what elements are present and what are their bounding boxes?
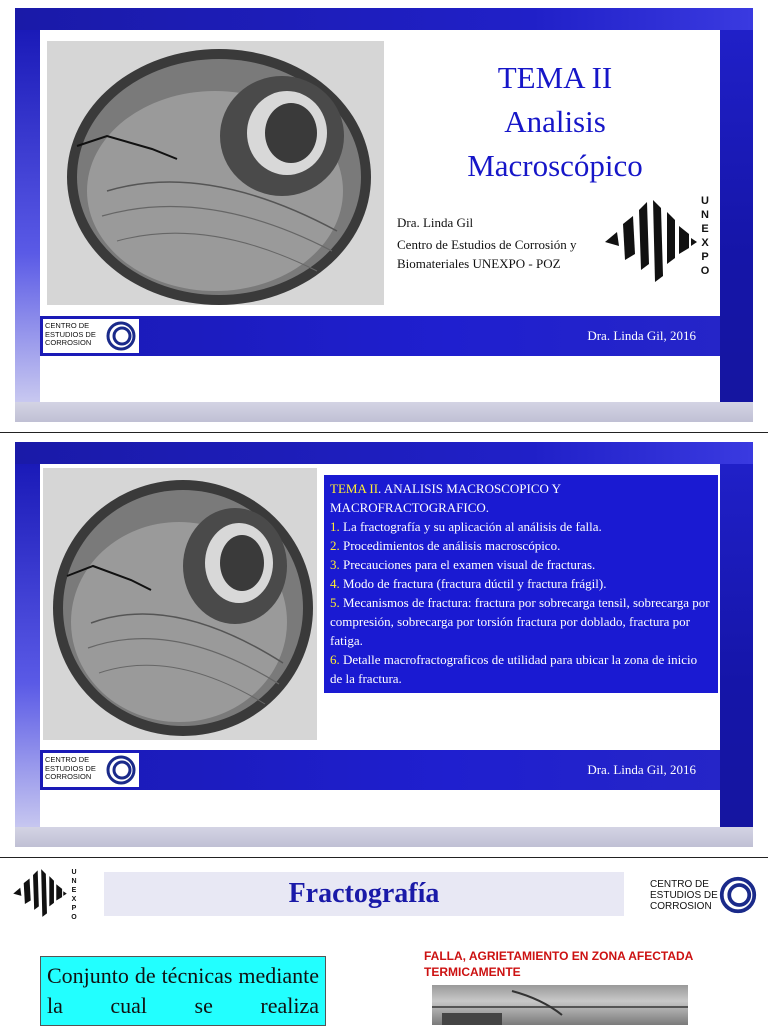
slide-2 xyxy=(15,442,753,847)
affiliation-line-1: Centro de Estudios de Corrosión y xyxy=(397,237,577,252)
cec-ring-icon xyxy=(105,321,137,351)
cec-logo xyxy=(43,319,139,353)
agenda-item: 4. Modo de fractura (fractura dúctil y fractura frágil). xyxy=(330,576,607,591)
unexpo-letters: U N E X P O xyxy=(71,869,77,921)
footer-credit: Dra. Linda Gil, 2016 xyxy=(587,328,696,343)
unexpo-letters: U N E X P O xyxy=(700,195,710,277)
fracture-surface-photo xyxy=(43,468,317,740)
definition-box: Conjunto de técnicas mediante la cual se realiza xyxy=(40,956,326,1026)
agenda-item: 2. Procedimientos de análisis macroscópico. xyxy=(330,538,561,553)
slide-top-bar xyxy=(15,442,753,464)
author-name: Dra. Linda Gil xyxy=(397,215,474,230)
slide-title: Fractografía xyxy=(288,878,440,909)
cec-ring-icon xyxy=(718,875,758,915)
title-line-2: Analisis xyxy=(504,104,606,139)
unexpo-logo-small xyxy=(8,868,88,928)
cec-logo xyxy=(646,872,758,918)
cec-logo xyxy=(43,753,139,787)
affiliation-line-2: Biomateriales UNEXPO - POZ xyxy=(397,256,561,271)
fracture-surface-photo xyxy=(47,41,384,305)
slide-footer-bar xyxy=(40,750,720,790)
slide-title xyxy=(400,56,710,188)
slide-bottom-strip xyxy=(15,402,753,422)
cec-ring-icon xyxy=(105,755,137,785)
agenda-item: 1. La fractografía y su aplicación al análisis de falla. xyxy=(330,519,602,534)
cec-logo-text: CENTRO DE ESTUDIOS DE CORROSION xyxy=(650,879,718,912)
slide-separator xyxy=(0,432,768,433)
title-line-3: Macroscópico xyxy=(467,148,643,183)
agenda-heading: TEMA II. ANALISIS MACROSCOPICO Y MACROFRACTOGRAFICO. xyxy=(330,481,561,515)
unexpo-logo-icon xyxy=(8,868,72,918)
agenda-item: 5. Mecanismos de fractura: fractura por sobrecarga tensil, sobrecarga por compresión, sobrecarga por torsión fractura por doblado, fractura por fatiga. xyxy=(330,595,710,648)
unexpo-logo xyxy=(605,195,710,286)
slide-left-bar xyxy=(15,30,40,402)
slide-bottom-strip xyxy=(15,827,753,847)
slide-left-bar xyxy=(15,464,40,829)
slide-top-bar xyxy=(15,8,753,30)
footer-credit: Dra. Linda Gil, 2016 xyxy=(587,762,696,777)
slide-footer-bar xyxy=(40,316,720,356)
slide-1 xyxy=(15,8,753,424)
slide-right-bar xyxy=(720,30,753,402)
agenda-box xyxy=(324,475,718,693)
weld-crack-photo xyxy=(432,985,688,1025)
author-block xyxy=(397,213,612,273)
cec-logo-text: CENTRO DE ESTUDIOS DE CORROSION xyxy=(45,755,96,781)
photo-caption: FALLA, AGRIETAMIENTO EN ZONA AFECTADA TERMICAMENTE xyxy=(424,949,694,979)
unexpo-logo-icon xyxy=(605,198,697,284)
title-line-1: TEMA II xyxy=(497,60,613,95)
agenda-item: 3. Precauciones para el examen visual de fracturas. xyxy=(330,557,596,572)
slide-3 xyxy=(0,858,768,1024)
agenda-item: 6. Detalle macrofractograficos de utilidad para ubicar la zona de inicio de la fractura. xyxy=(330,652,698,686)
slide-right-bar xyxy=(720,464,753,829)
cec-logo-text: CENTRO DE ESTUDIOS DE CORROSION xyxy=(45,321,96,347)
